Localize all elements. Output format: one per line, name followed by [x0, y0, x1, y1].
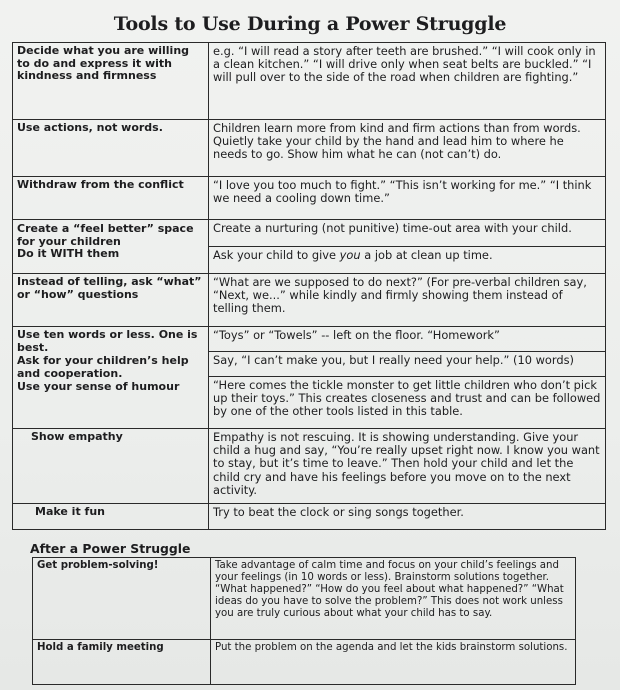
example-cell: “What are we supposed to do next?” (For pre-verbal children say, “Next, we...” while kindly and firmly showing them instead of telling them.	[209, 274, 606, 327]
table-row	[13, 43, 606, 120]
tool-cell: Use your sense of humour	[17, 380, 180, 393]
tool-cell: Use ten words or less. One is best.	[17, 328, 198, 354]
after-table	[32, 557, 576, 685]
tool-cell: Withdraw from the conflict	[13, 177, 209, 220]
example-cell: “I love you too much to fight.” “This isn’t working for me.” “I think we need a cooling down time.”	[209, 177, 606, 220]
example-cell: Create a nurturing (not punitive) time-out area with your child.	[209, 220, 606, 247]
table-row	[13, 120, 606, 177]
tool-cell: Instead of telling, ask “what” or “how” questions	[13, 274, 209, 327]
table-row	[33, 640, 576, 685]
table-row	[13, 327, 606, 352]
tool-cell: Decide what you are willing to do and express it with kindness and firmness	[13, 43, 209, 120]
table-row	[13, 504, 606, 530]
example-cell: Take advantage of calm time and focus on your child’s feelings and your feelings (in 10 words or less). Brainstorm solutions together. “What happened?” “How do you feel about what happened?” “What ideas do you have to solve the problem?” This does not work unless you are truly curious about what your child has to say.	[211, 558, 576, 640]
example-cell: “Toys” or “Towels” -- left on the floor. “Homework”	[209, 327, 606, 352]
tool-cell: Show empathy	[13, 429, 209, 504]
table-row	[13, 220, 606, 247]
example-cell: Say, “I can’t make you, but I really need your help.” (10 words)	[209, 352, 606, 377]
example-cell: Put the problem on the agenda and let the kids brainstorm solutions.	[211, 640, 576, 685]
tool-cell: Do it WITH them	[17, 247, 120, 261]
tool-cell-group	[13, 327, 209, 429]
example-text: Ask your child to give	[213, 248, 340, 262]
table-row	[33, 558, 576, 640]
tool-cell: Create a “feel better” space for your children	[17, 222, 194, 248]
section-heading: After a Power Struggle	[30, 541, 191, 556]
table-row	[13, 429, 606, 504]
example-cell: Empathy is not rescuing. It is showing understanding. Give your child a hug and say, “You’re really upset right now. I know you want to stay, but it’s time to leave.” Then hold your child and let the child cry and have his feelings before you move on to the next activity.	[209, 429, 606, 504]
tool-cell: Use actions, not words.	[13, 120, 209, 177]
table-row	[13, 274, 606, 327]
page-title: Tools to Use During a Power Struggle	[113, 13, 507, 35]
tools-table	[12, 42, 606, 530]
example-text: a job at clean up time.	[360, 248, 493, 262]
tool-cell-group	[13, 220, 209, 274]
tool-cell: Ask for your children’s help and cooperation.	[17, 354, 189, 380]
tool-cell: Make it fun	[13, 504, 209, 530]
tool-cell: Get problem-solving!	[33, 558, 211, 640]
example-cell: Try to beat the clock or sing songs together.	[209, 504, 606, 530]
example-emphasis: you	[339, 248, 361, 262]
tool-cell: Hold a family meeting	[33, 640, 211, 685]
example-cell: “Here comes the tickle monster to get little children who don’t pick up their toys.” This creates closeness and trust and can be followed by one of the other tools listed in this table.	[209, 377, 606, 429]
table-row	[13, 177, 606, 220]
example-cell: Children learn more from kind and firm actions than from words. Quietly take your child by the hand and lead him to where he needs to go. Show him what he can (not can’t) do.	[209, 120, 606, 177]
example-cell: e.g. “I will read a story after teeth are brushed.” “I will cook only in a clean kitchen.” “I will drive only when seat belts are buckled.” “I will pull over to the side of the road when children are fighting.”	[209, 43, 606, 120]
example-cell	[209, 247, 606, 274]
